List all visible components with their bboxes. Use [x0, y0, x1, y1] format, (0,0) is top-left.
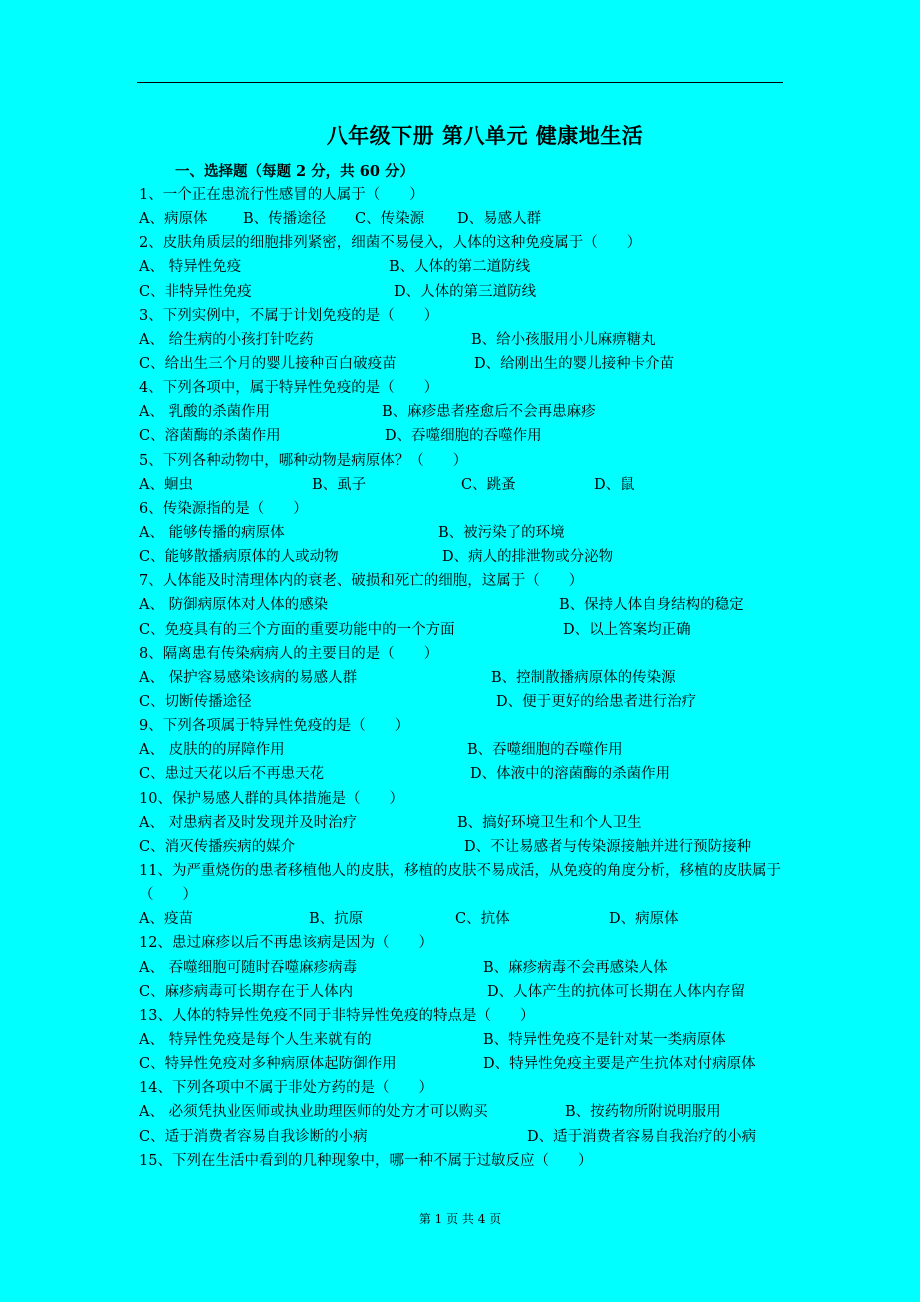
option-d: D、病原体 [609, 911, 679, 928]
option-row [139, 907, 785, 931]
option-d: D、给刚出生的婴儿接种卡介苗 [474, 355, 675, 372]
option-c: C、能够散播病原体的人或动物 [139, 549, 339, 566]
option-b: B、特异性免疫不是针对某一类病原体 [483, 1031, 726, 1048]
option-row [139, 473, 785, 497]
option-b: B、抗原 [309, 911, 364, 928]
option-row [139, 207, 785, 231]
option-a: A、疫苗 [139, 911, 193, 928]
option-c: C、传染源 [355, 211, 425, 228]
option-c: C、特异性免疫对多种病原体起防御作用 [139, 1056, 397, 1073]
option-a: A、 皮肤的的屏障作用 [139, 742, 285, 759]
option-c: C、抗体 [455, 911, 510, 928]
option-row [139, 690, 785, 714]
option-a: A、 特异性免疫 [139, 259, 242, 276]
header-rule [137, 82, 783, 83]
option-b: B、虱子 [312, 476, 367, 493]
option-d: D、以上答案均正确 [563, 621, 691, 638]
option-a: A、蛔虫 [139, 476, 193, 493]
option-c: C、适于消费者容易自我诊断的小病 [139, 1128, 368, 1145]
option-d: D、适于消费者容易自我治疗的小病 [527, 1128, 757, 1145]
question-stem: 5、下列各种动物中，哪种动物是病原体？（ ） [139, 452, 468, 469]
option-row [139, 1100, 785, 1124]
option-d: D、人体产生的抗体可长期在人体内存留 [487, 983, 746, 1000]
option-a: A、 能够传播的病原体 [139, 524, 285, 541]
option-a: A、 吞噬细胞可随时吞噬麻疹病毒 [139, 959, 358, 976]
question-stem: 7、人体能及时清理体内的衰老、破损和死亡的细胞，这属于（ ） [139, 573, 584, 590]
option-row [139, 328, 785, 352]
question-stem: 2、皮肤角质层的细胞排列紧密，细菌不易侵入，人体的这种免疫属于（ ） [139, 235, 642, 252]
option-a: A、 保护容易感染该病的易感人群 [139, 669, 358, 686]
option-a: A、 必须凭执业医师或执业助理医师的处方才可以购买 [139, 1104, 488, 1121]
option-b: B、麻疹病毒不会再感染人体 [483, 959, 668, 976]
option-row [139, 352, 785, 376]
option-d: D、吞噬细胞的吞噬作用 [385, 428, 542, 445]
option-row [139, 593, 785, 617]
option-b: B、人体的第二道防线 [389, 259, 531, 276]
option-b: B、搞好环境卫生和个人卫生 [457, 814, 642, 831]
option-row [139, 980, 785, 1004]
option-a: A、病原体 [139, 211, 208, 228]
option-c: C、麻疹病毒可长期存在于人体内 [139, 983, 354, 1000]
option-a: A、 特异性免疫是每个人生来就有的 [139, 1031, 372, 1048]
option-row [139, 255, 785, 279]
option-row [139, 618, 785, 642]
option-d: D、人体的第三道防线 [394, 283, 537, 300]
question-stem: 11、为严重烧伤的患者移植他人的皮肤，移植的皮肤不易成活，从免疫的角度分析，移植的皮肤属于（ ） [139, 862, 781, 904]
option-c: C、免疫具有的三个方面的重要功能中的一个方面 [139, 621, 455, 638]
option-b: B、给小孩服用小儿麻痹糖丸 [471, 331, 656, 348]
option-row [139, 956, 785, 980]
option-row [139, 762, 785, 786]
option-d: D、不让易感者与传染源接触并进行预防接种 [464, 838, 752, 855]
option-c: C、消灭传播疾病的媒介 [139, 838, 296, 855]
option-row [139, 424, 785, 448]
option-row [139, 545, 785, 569]
option-row [139, 738, 785, 762]
option-d: D、鼠 [594, 476, 635, 493]
option-d: D、病人的排泄物或分泌物 [442, 549, 614, 566]
option-a: A、 给生病的小孩打针吃药 [139, 331, 314, 348]
option-row [139, 835, 785, 859]
option-b: B、传播途径 [243, 211, 327, 228]
question-list [139, 183, 785, 1173]
option-b: B、被污染了的环境 [438, 524, 565, 541]
question-stem: 9、下列各项属于特异性免疫的是（ ） [139, 718, 410, 735]
section-heading: 一、选择题（每题 2 分，共 60 分） [175, 163, 414, 180]
option-row [139, 811, 785, 835]
question-stem: 1、一个正在患流行性感冒的人属于（ ） [139, 187, 424, 203]
option-d: D、特异性免疫主要是产生抗体对付病原体 [483, 1056, 756, 1073]
option-b: B、按药物所附说明服用 [565, 1104, 721, 1121]
option-b: B、保持人体自身结构的稳定 [559, 597, 744, 614]
option-a: A、 对患病者及时发现并及时治疗 [139, 814, 358, 831]
question-stem: 10、保护易感人群的具体措施是（ ） [139, 790, 404, 807]
option-c: C、切断传播途径 [139, 693, 252, 710]
question-stem: 12、患过麻疹以后不再患该病是因为（ ） [139, 935, 433, 952]
option-a: A、 防御病原体对人体的感染 [139, 597, 329, 614]
option-b: B、麻疹患者痊愈后不会再患麻疹 [382, 404, 596, 421]
option-d: D、体液中的溶菌酶的杀菌作用 [470, 766, 671, 783]
option-row [139, 1052, 785, 1076]
option-c: C、溶菌酶的杀菌作用 [139, 428, 281, 445]
question-stem: 3、下列实例中，不属于计划免疫的是（ ） [139, 307, 439, 324]
option-row [139, 1125, 785, 1149]
question-stem: 14、下列各项中不属于非处方药的是（ ） [139, 1080, 433, 1097]
option-d: D、便于更好的给患者进行治疗 [496, 693, 697, 710]
question-stem: 4、下列各项中，属于特异性免疫的是（ ） [139, 380, 439, 397]
question-stem: 13、人体的特异性免疫不同于非特异性免疫的特点是（ ） [139, 1007, 535, 1024]
page-title: 八年级下册 第八单元 健康地生活 [326, 123, 644, 148]
option-d: D、易感人群 [457, 211, 542, 228]
option-row [139, 400, 785, 424]
page-footer: 第 1 页 共 4 页 [418, 1212, 502, 1226]
question-stem: 6、传染源指的是（ ） [139, 500, 308, 517]
option-c: C、非特异性免疫 [139, 283, 252, 300]
question-stem: 8、隔离患有传染病病人的主要目的是（ ） [139, 645, 439, 662]
question-stem: 15、下列在生活中看到的几种现象中，哪一种不属于过敏反应（ ） [139, 1152, 593, 1169]
option-c: C、给出生三个月的婴儿接种百白破疫苗 [139, 355, 397, 372]
option-a: A、 乳酸的杀菌作用 [139, 404, 271, 421]
option-row [139, 521, 785, 545]
option-b: B、控制散播病原体的传染源 [491, 669, 676, 686]
option-b: B、吞噬细胞的吞噬作用 [467, 742, 623, 759]
option-c: C、患过天花以后不再患天花 [139, 766, 325, 783]
option-row [139, 666, 785, 690]
option-row [139, 1028, 785, 1052]
option-c: C、跳蚤 [461, 476, 516, 493]
option-row [139, 280, 785, 304]
